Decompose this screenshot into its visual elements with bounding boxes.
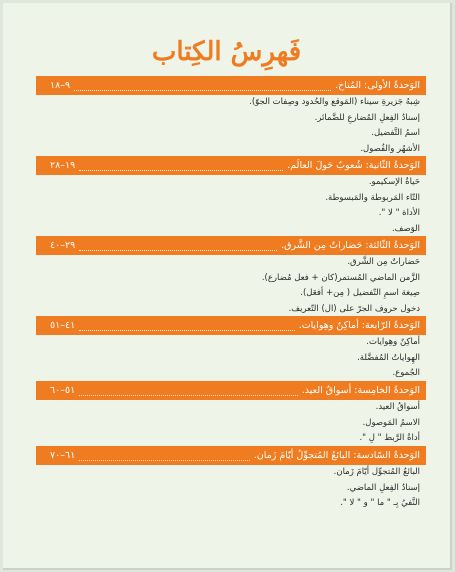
unit-title: الوَحدةُ الثّانية: شُعوبٌ حَولَ العالَم. [287, 160, 420, 171]
unit-4 [36, 316, 426, 382]
unit-pages: ٥١–٦٠ [50, 385, 76, 396]
unit-header [36, 236, 426, 255]
topic-item: الاسمُ المَوصول. [362, 417, 420, 428]
unit-header [36, 446, 426, 465]
unit-2 [36, 156, 426, 237]
topic-list [36, 175, 426, 237]
unit-pages: ٢٩–٤٠ [50, 240, 76, 251]
topic-item: الزَّمن الماضي المُستمر(كان + فعل مُضارع). [261, 272, 420, 283]
topic-item: الأشهُر والفُصول. [360, 143, 420, 154]
unit-3 [36, 236, 426, 317]
unit-header [36, 316, 426, 335]
topic-item: إسنادُ الفِعلِ الماضي. [346, 482, 420, 493]
topic-list [36, 95, 426, 157]
unit-pages: ٤١–٥١ [50, 320, 76, 331]
unit-pages: ١٩–٢٨ [50, 160, 76, 171]
topic-item: البائعُ المُتجوِّل أيّامَ زَمان. [333, 467, 420, 477]
topic-item: حَياةُ الإسكيمو. [368, 177, 420, 187]
leader-dots [79, 240, 277, 251]
unit-header [36, 156, 426, 175]
topic-list [36, 400, 426, 447]
topic-item: صِيغة اسمِ التّفضيل ( مِن+ أفعَل). [300, 288, 420, 298]
leader-dots [74, 80, 331, 91]
unit-title: الوَحدةُ الثّالثة: حَضاراتٌ مِن الشَّرق. [281, 240, 420, 251]
topic-list [36, 335, 426, 382]
topic-item: النَّفيُ بِـ " ما " و " لا ". [340, 498, 420, 508]
unit-title: الوَحدةُ الرّابعة: أماكِنٌ وهِوايات. [298, 320, 420, 331]
topic-list [36, 465, 426, 512]
unit-pages: ٩–١٨ [50, 80, 71, 91]
topic-item: إسنادُ الفِعلِ المُضارعِ للضَّمائر. [314, 112, 420, 123]
leader-dots [79, 450, 250, 461]
topic-item: الأداة " لا ". [378, 208, 420, 218]
topic-item: أداةُ الرَّبط " لِ ". [359, 433, 420, 443]
topic-item: شِبهُ جَزيرةِ سيناء (المَوقع والحُدود وصِفات الجوّ). [249, 97, 420, 107]
unit-header [36, 76, 426, 95]
unit-title: الوَحدةُ الخامِسة: أسواقُ العيد. [301, 385, 420, 396]
unit-1 [36, 76, 426, 157]
topic-item: الجُموع. [392, 368, 420, 378]
leader-dots [79, 160, 283, 171]
topic-item: الوَصف. [391, 223, 420, 234]
unit-title: الوَحدةُ السّادسة: البائعُ المُتجوِّلُ أيّامَ زَمان. [253, 450, 420, 461]
topic-item: أماكِنٌ وهِوايات. [366, 337, 420, 347]
topic-item: التّاء المَربوطة والمَبسوطة. [325, 192, 420, 203]
unit-5 [36, 381, 426, 447]
unit-6 [36, 446, 426, 512]
page-title: فَهرِسُ الكِتاب [151, 37, 302, 67]
topic-item: أسواقُ العيد. [375, 402, 420, 412]
unit-pages: ٦١–٧٠ [50, 450, 76, 461]
unit-title: الوَحدةُ الأولى: المُناخ. [335, 80, 420, 91]
topic-item: الهِواياتُ المُفضَّلة. [357, 352, 420, 363]
leader-dots [79, 320, 295, 331]
topic-list [36, 255, 426, 317]
topic-item: حَضاراتٌ مِن الشَّرق. [347, 257, 420, 267]
topic-item: اسمُ التَّفضيل. [371, 128, 420, 138]
document-page [3, 3, 452, 570]
unit-header [36, 381, 426, 400]
topic-item: دخول حروف الجرّ على (ال) التّعريف. [288, 303, 420, 314]
leader-dots [79, 385, 298, 396]
